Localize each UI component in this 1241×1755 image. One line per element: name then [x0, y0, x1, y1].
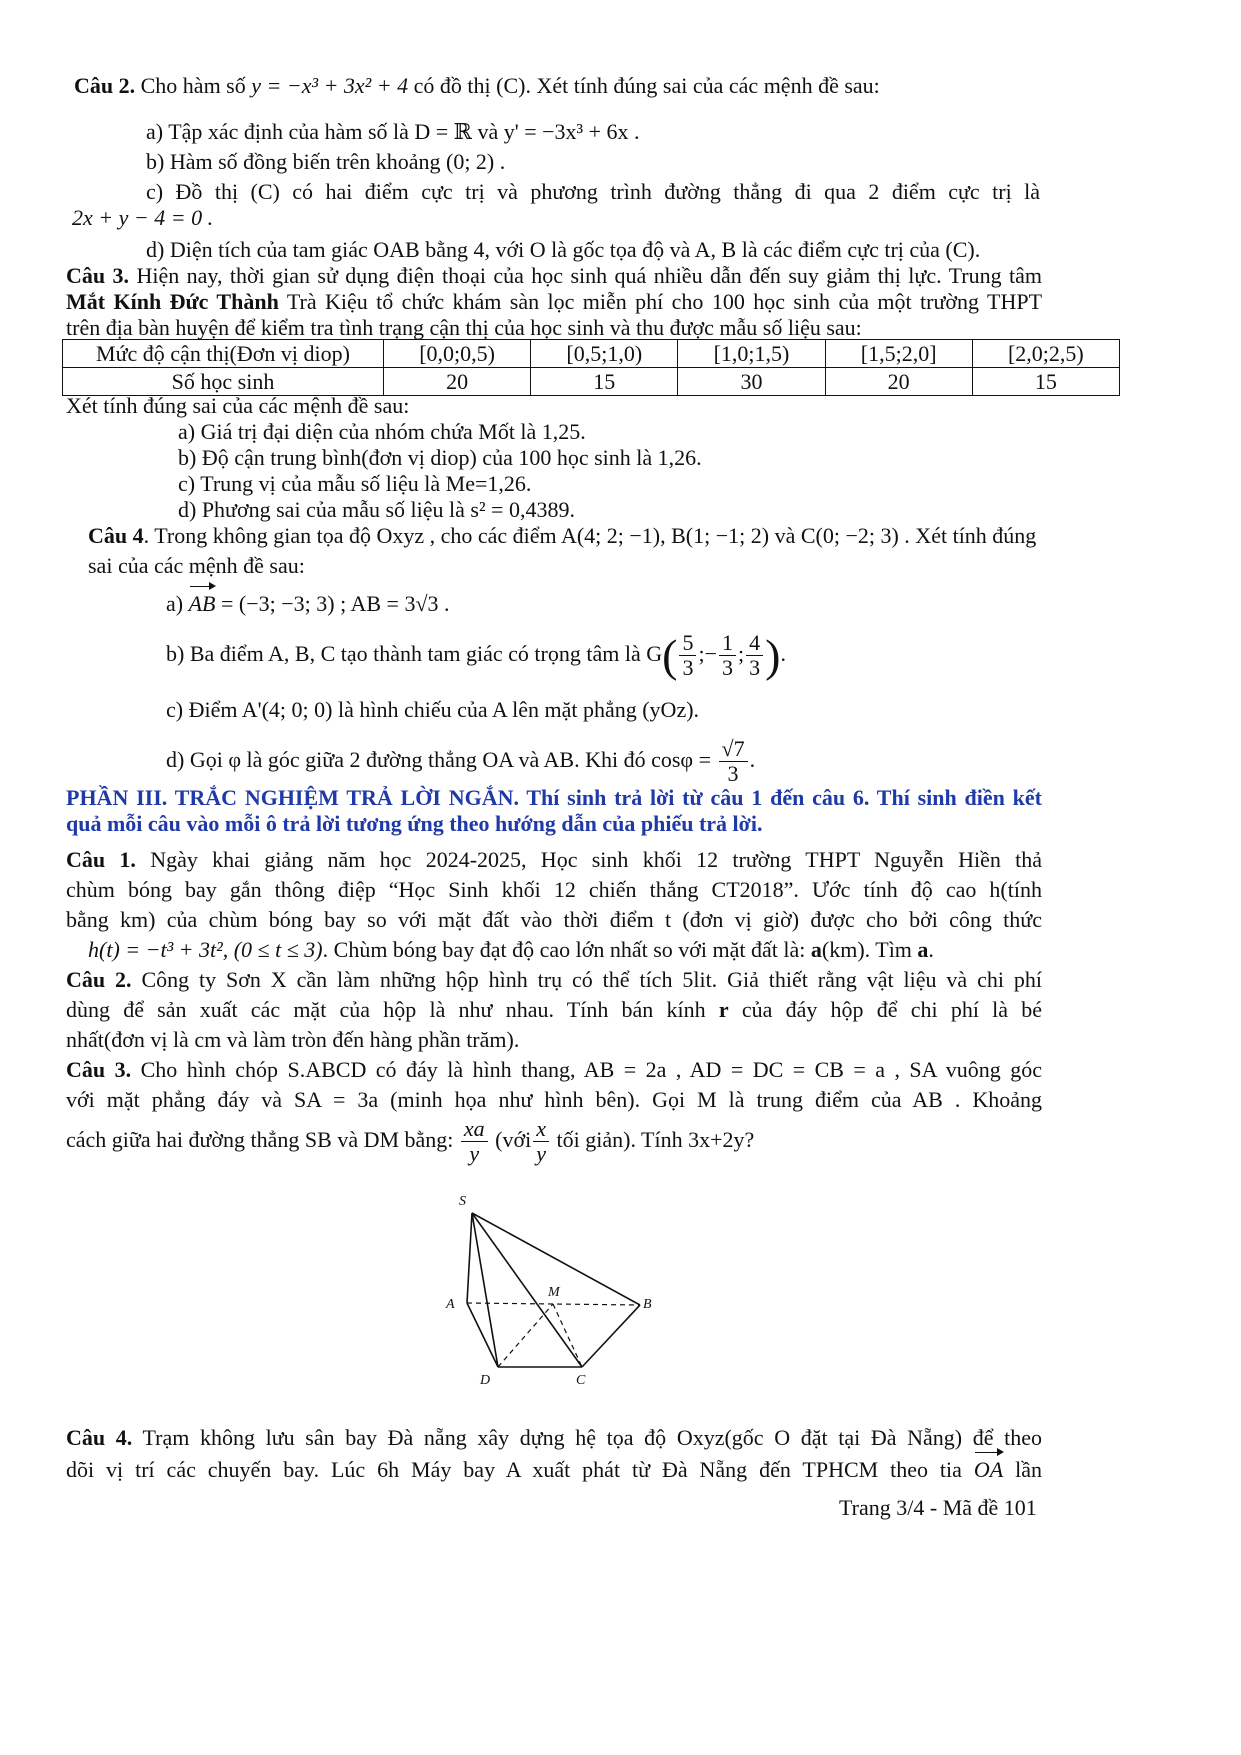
- function-formula: y = −x³ + 3x² + 4: [251, 73, 409, 98]
- fraction: [719, 631, 736, 680]
- table-cell: [1,5;2,0]: [825, 340, 972, 368]
- question-text: cách giữa hai đường thẳng SB và DM bằng:: [66, 1127, 454, 1152]
- fraction-numerator: 1: [719, 631, 736, 656]
- statement-c: c) Trung vị của mẫu số liệu là Me=1,26.: [178, 471, 532, 496]
- fraction-numerator: 4: [746, 631, 763, 656]
- table-row: [63, 340, 1120, 368]
- question-text: Cho hình chóp S.ABCD có đáy là hình thang, AB = 2a , AD = DC = CB = a , SA vuông góc: [140, 1057, 1043, 1082]
- answer-variable: r: [718, 997, 729, 1022]
- statement-b: b) Ba điểm A, B, C tạo thành tam giác có trọng tâm là G( $\frac{5}{3}$ ;− $\frac{1}{3}$ ; $\frac{4}{3}$ ).: [166, 629, 786, 681]
- statement-text: d) Gọi φ là góc giữa 2 đường thẳng OA và AB. Khi đó cosφ =: [166, 747, 712, 772]
- vertex-label-d: D: [480, 1373, 491, 1388]
- question-2: [74, 72, 880, 100]
- fraction-numerator: √7: [719, 737, 748, 762]
- edge-sc: [472, 1213, 582, 1367]
- section-heading-line-2: quả mỗi câu vào mỗi ô trả lời tương ứng theo hướng dẫn của phiếu trả lời.: [66, 811, 763, 836]
- fraction: [679, 631, 696, 680]
- fraction: [533, 1117, 549, 1166]
- part3-question-1: [66, 846, 1042, 874]
- fraction-denominator: 3: [727, 761, 739, 787]
- part3-question-3-line-3: [66, 1110, 754, 1170]
- page-footer: Trang 3/4 - Mã đề 101: [839, 1495, 1037, 1520]
- question-text: (với: [495, 1127, 532, 1152]
- statement-text: b) Ba điểm A, B, C tạo thành tam giác có trọng tâm là G: [166, 641, 663, 666]
- statement-d: d) Phương sai của mẫu số liệu là s² = 0,4389.: [178, 497, 575, 522]
- part3-question-1-line-3: bằng km) của chùm bóng bay so với mặt đất vào thời điểm t (đơn vị giờ) được cho bởi công thức: [66, 907, 1042, 932]
- vector-ab: AB: [188, 591, 216, 616]
- question-3-intro: Xét tính đúng sai của các mệnh đề sau:: [66, 393, 410, 418]
- question-3-line-3: trên địa bàn huyện để kiểm tra tình trạng cận thị của học sinh và thu được mẫu số liệu sau:: [66, 315, 862, 340]
- fraction-denominator: y: [536, 1141, 547, 1167]
- question-label: Câu 1.: [66, 847, 136, 872]
- table-cell: Mức độ cận thị(Đơn vị diop): [63, 340, 384, 368]
- frequency-table: [62, 339, 1120, 396]
- edge-sa: [467, 1213, 472, 1303]
- table-cell: [2,0;2,5): [972, 340, 1119, 368]
- fraction-denominator: 3: [722, 655, 733, 681]
- statement-a: a) Giá trị đại diện của nhóm chứa Mốt là 1,25.: [178, 419, 586, 444]
- answer-variable: a: [917, 937, 929, 962]
- question-text: Trạm không lưu sân bay Đà nẵng xây dựng hệ tọa độ Oxyz(gốc O đặt tại Đà Nẵng) để theo: [142, 1425, 1042, 1450]
- statement-b: b) Độ cận trung bình(đơn vị diop) của 100 học sinh là 1,26.: [178, 445, 702, 470]
- table-cell: [1,0;1,5): [678, 340, 825, 368]
- question-label: Câu 3.: [66, 263, 130, 288]
- vertex-label-b: B: [643, 1297, 652, 1312]
- edge-mc-hidden: [553, 1304, 582, 1367]
- question-label: Câu 2.: [74, 73, 136, 98]
- vertex-label-c: C: [576, 1373, 586, 1388]
- table-cell: 30: [678, 368, 825, 396]
- question-stem: Cho hàm số: [140, 73, 246, 98]
- question-text: . Chùm bóng bay đạt độ cao lớn nhất so với mặt đất là:: [322, 937, 806, 962]
- vertex-label-m: M: [548, 1285, 560, 1300]
- question-text: (km). Tìm: [821, 937, 912, 962]
- vertex-label-s: S: [459, 1194, 466, 1209]
- vertex-label-a: A: [446, 1297, 455, 1312]
- part3-question-3-line-2: với mặt phẳng đáy và SA = 3a (minh họa như hình bên). Gọi M là trung điểm của AB . Khoảng: [66, 1087, 1042, 1112]
- table-cell: 15: [972, 368, 1119, 396]
- part3-question-2: [66, 966, 1042, 994]
- question-3-line-2: [66, 288, 1042, 316]
- question-stem-rest: có đồ thị (C). Xét tính đúng sai của các mệnh đề sau:: [413, 73, 880, 98]
- table-cell: Số học sinh: [63, 368, 384, 396]
- part3-question-4-line-2: [66, 1456, 1042, 1484]
- question-text: Công ty Sơn X cần làm những hộp hình trụ có thể tích 5lit. Giả thiết rằng vật liệu và chi phí: [141, 967, 1042, 992]
- question-label: Câu 4: [88, 523, 144, 548]
- table-cell: [0,0;0,5): [384, 340, 531, 368]
- statement-c: c) Điểm A'(4; 0; 0) là hình chiếu của A lên mặt phẳng (yOz).: [166, 697, 700, 722]
- question-text: Trà Kiệu tổ chức khám sàn lọc miễn phí cho 100 học sinh của một trường THPT: [286, 289, 1043, 314]
- fraction-denominator: y: [469, 1141, 480, 1167]
- table-cell: 20: [825, 368, 972, 396]
- part3-question-1-line-4: [88, 936, 934, 964]
- part3-question-3: [66, 1056, 1042, 1084]
- question-text: dùng để sản xuất các mặt của hộp là như nhau. Tính bán kính: [66, 997, 706, 1022]
- question-text: Hiện nay, thời gian sử dụng điện thoại của học sinh quá nhiều dẫn đến suy giảm thị lực. Trung tâm: [136, 263, 1042, 288]
- part3-question-1-line-2: chùm bóng bay gắn thông điệp “Học Sinh khối 12 chiến thắng CT2018”. Ước tính độ cao h(tính: [66, 877, 1042, 902]
- part3-question-2-line-3: nhất(đơn vị là cm và làm tròn đến hàng phần trăm).: [66, 1027, 520, 1052]
- pyramid-figure: [440, 1190, 700, 1395]
- vector-oa: OA: [973, 1457, 1004, 1482]
- minus-sign: −: [704, 641, 717, 666]
- statement-a: a) Tập xác định của hàm số là D = ℝ và y' = −3x³ + 6x .: [146, 119, 640, 144]
- statement-b: b) Hàm số đồng biến trên khoảng (0; 2) .: [146, 149, 506, 174]
- fraction-numerator: 5: [679, 631, 696, 656]
- left-paren-icon: (: [662, 629, 678, 681]
- table-cell: [0,5;1,0): [531, 340, 678, 368]
- fraction-numerator: x: [533, 1117, 549, 1142]
- statement-c: c) Đồ thị (C) có hai điểm cực trị và phương trình đường thẳng đi qua 2 điểm cực trị là: [146, 179, 1040, 204]
- brand-name: Mắt Kính Đức Thành: [66, 289, 279, 314]
- statement-a: [166, 590, 450, 618]
- question-3: [66, 262, 1042, 290]
- edge-dm-hidden: [498, 1304, 553, 1367]
- right-paren-icon: ): [765, 629, 781, 681]
- statement-text: = (−3; −3; 3) ; AB = 3√3 .: [220, 591, 450, 616]
- fraction: [461, 1117, 488, 1166]
- fraction: [746, 631, 763, 680]
- statement-d: d) Gọi φ là góc giữa 2 đường thẳng OA và AB. Khi đó cosφ = $\frac{√7}{3}$ .: [166, 736, 756, 787]
- section-heading: PHẦN III. TRẮC NGHIỆM TRẢ LỜI NGẮN. Thí sinh trả lời từ câu 1 đến câu 6. Thí sinh điền kết: [66, 785, 1042, 810]
- fraction-numerator: xa: [461, 1117, 488, 1142]
- fraction-denominator: 3: [682, 655, 694, 681]
- fraction-denominator: 3: [749, 655, 761, 681]
- fraction: [719, 737, 748, 786]
- question-label: Câu 4.: [66, 1425, 133, 1450]
- question-text: Ngày khai giảng năm học 2024-2025, Học sinh khối 12 trường THPT Nguyễn Hiền thả: [150, 847, 1043, 872]
- table-cell: 20: [384, 368, 531, 396]
- question-label: Câu 2.: [66, 967, 132, 992]
- statement-d: d) Diện tích của tam giác OAB bằng 4, với O là gốc tọa độ và A, B là các điểm cực trị của (C).: [146, 237, 981, 262]
- answer-variable: a: [810, 937, 822, 962]
- question-text: . Trong không gian tọa độ Oxyz , cho các điểm A(4; 2; −1), B(1; −1; 2) và C(0; −2; 3) . Xét tính đúng: [143, 523, 1037, 548]
- question-text: dõi vị trí các chuyến bay. Lúc 6h Máy bay A xuất phát từ Đà Nẵng đến TPHCM theo tia: [66, 1457, 962, 1482]
- height-formula: h(t) = −t³ + 3t², (0 ≤ t ≤ 3): [88, 937, 323, 962]
- edge-cb: [582, 1305, 640, 1367]
- question-4: [88, 522, 1036, 550]
- question-label: Câu 3.: [66, 1057, 132, 1082]
- question-text: của đáy hộp để chi phí là bé: [741, 997, 1042, 1022]
- punctuation: .: [928, 937, 934, 962]
- part3-question-4: [66, 1424, 1042, 1452]
- question-4-line-2: sai của các mệnh đề sau:: [88, 553, 305, 578]
- question-text: tối giản). Tính 3x+2y?: [556, 1127, 755, 1152]
- statement-c-equation: 2x + y − 4 = 0 .: [72, 205, 214, 230]
- table-cell: 15: [531, 368, 678, 396]
- edge-sd: [472, 1213, 498, 1367]
- question-text: lần: [1015, 1457, 1043, 1482]
- statement-prefix: a): [166, 591, 184, 616]
- part3-question-2-line-2: [66, 996, 1042, 1024]
